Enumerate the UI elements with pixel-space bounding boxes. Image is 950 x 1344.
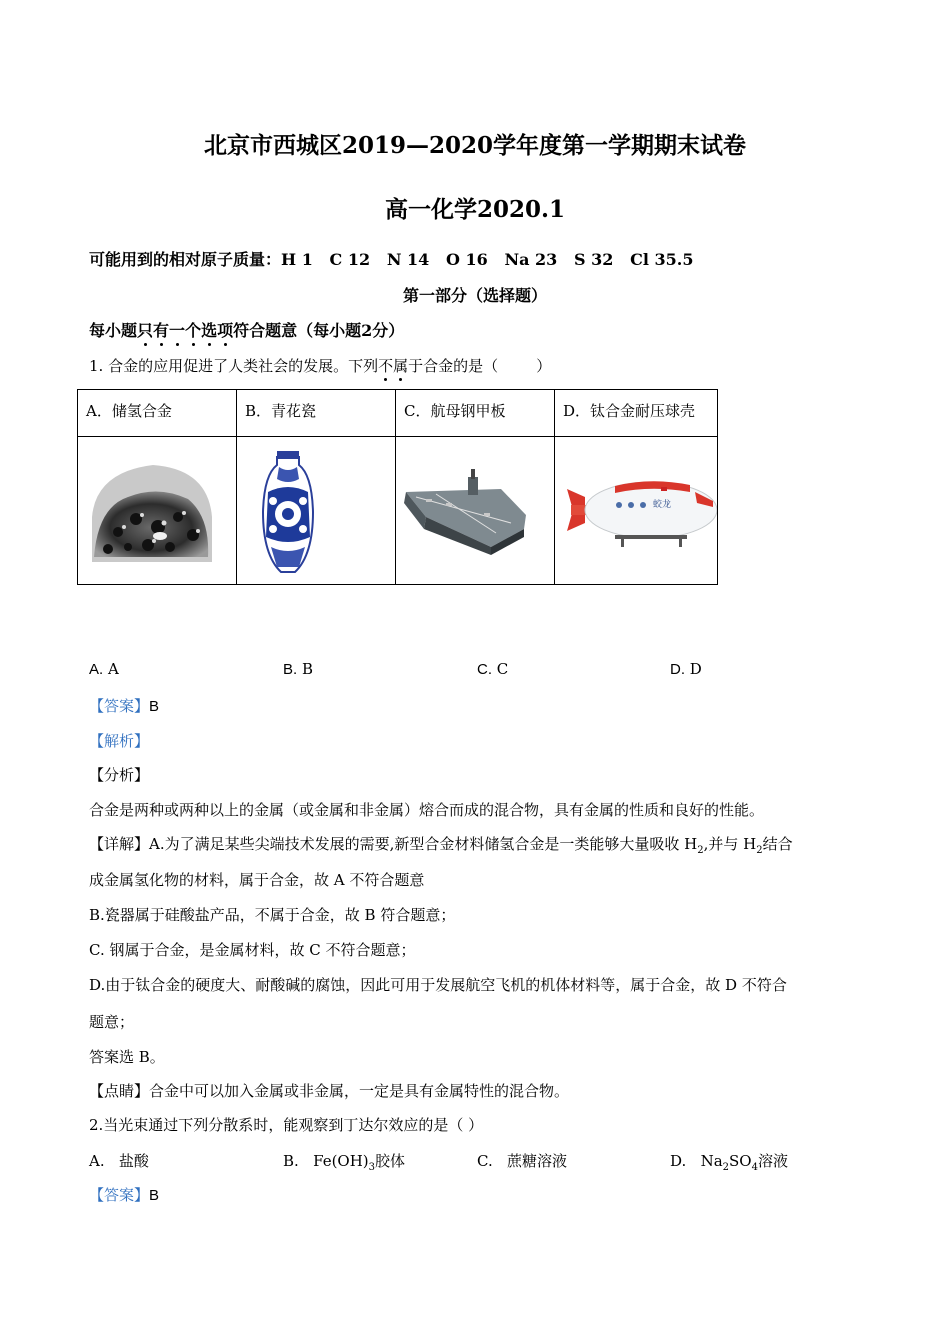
q1-choice-b[interactable]: [283, 660, 313, 678]
choice-letter: B.: [283, 1152, 299, 1170]
choice-letter: B.: [283, 661, 298, 678]
question-2-stem: 2.当光束通过下列分散系时，能观察到丁达尔效应的是（ ）: [89, 1116, 484, 1134]
detail-label: 【详解】: [89, 835, 150, 853]
table-image-cell: [77, 436, 237, 585]
part-one-instruction: [89, 318, 404, 341]
q1-choice-d[interactable]: [670, 660, 702, 678]
answer-label: 【答案】: [89, 1186, 150, 1204]
emphasis-char: 属: [393, 357, 409, 375]
emphasis-char: 只: [137, 321, 154, 340]
table-image-cell: [395, 436, 555, 585]
table-header-cell: D．钛合金耐压球壳: [554, 389, 718, 437]
table-header-cell: C．航母钢甲板: [395, 389, 555, 437]
submersible-image: [555, 437, 717, 584]
emphasis-char: 选: [201, 321, 218, 340]
q1-choice-c[interactable]: [477, 660, 508, 678]
instruction-prefix: 每小题: [89, 321, 138, 340]
instruction-suffix: 符合题意（每小题2分）: [233, 321, 405, 340]
q1-fenxi-text: 合金是两种或两种以上的金属（或金属和非金属）熔合而成的混合物，具有金属的性质和良好的性能。: [89, 801, 765, 819]
emphasis-char: 一: [169, 321, 186, 340]
q2-choice-b[interactable]: B. $Fe(OH)_3$胶体: [283, 1152, 406, 1173]
q1-conclusion: 答案选 B。: [89, 1048, 165, 1066]
table-header-cell: A．储氢合金: [77, 389, 237, 437]
choice-text: 盐酸: [118, 1152, 149, 1170]
exam-subtitle: 高一化学2020.1: [384, 196, 566, 223]
choice-text: 蔗糖溶液: [507, 1152, 568, 1170]
q1-detail-b: B.瓷器属于硅酸盐产品，不属于合金，故 B 符合题意；: [89, 906, 456, 924]
emphasis-char: 项: [217, 321, 234, 340]
q1-detail-d-line1: D.由于钛合金的硬度大、耐酸碱的腐蚀，因此可用于发展航空飞机的机体材料等，属于合金，故 D 不符合: [89, 976, 787, 994]
hydrogen-storage-alloy-image: [78, 437, 236, 584]
emphasis-char: 个: [185, 321, 202, 340]
tip-text: 合金中可以加入金属或非金属，一定是具有金属特性的混合物。: [149, 1082, 570, 1100]
q1-answer: [89, 695, 159, 716]
choice-text: D: [689, 660, 702, 678]
q1-fenxi-label: 【分析】: [89, 766, 150, 784]
q1-stem-suffix: 于合金的是（ ）: [408, 357, 552, 375]
q1-detail-a-line1: 【详解】A.为了满足某些尖端技术发展的需要,新型合金材料储氢合金是一类能够大量吸收 $H_2$,并与 $H_2$结合: [89, 835, 793, 856]
table-header-cell: B．青花瓷: [236, 389, 396, 437]
q2-choice-c[interactable]: [477, 1150, 567, 1171]
answer-label: 【答案】: [89, 697, 150, 715]
q1-detail-c: C. 钢属于合金，是金属材料，故 C 不符合题意；: [89, 941, 416, 959]
atomic-masses: 可能用到的相对原子质量：H 1 C 12 N 14 O 16 Na 23 S 32 Cl 35.5: [89, 250, 694, 269]
choice-letter: A.: [89, 661, 104, 678]
aircraft-carrier-image: [396, 437, 554, 584]
table-image-cell: [554, 436, 718, 585]
choice-text: B: [301, 660, 313, 678]
table-image-cell: [236, 436, 396, 585]
choice-text: C: [496, 660, 509, 678]
q1-options-table: [77, 389, 718, 585]
q1-detail-d-line2: 题意；: [89, 1013, 135, 1031]
q1-tip: [89, 1080, 569, 1101]
answer-value: B: [149, 698, 160, 715]
emphasis-char: 不: [378, 357, 394, 375]
exam-title: 北京市西城区2019—2020学年度第一学期期末试卷: [203, 132, 747, 159]
choice-letter: C.: [477, 1152, 493, 1170]
tip-label: 【点睛】: [89, 1082, 150, 1100]
part-one-title: 第一部分（选择题）: [402, 286, 547, 305]
q2-answer: [89, 1184, 159, 1205]
choice-text: A: [107, 660, 119, 678]
q1-choice-a[interactable]: [89, 660, 119, 678]
q1-stem-prefix: 1. 合金的应用促进了人类社会的发展。下列: [89, 357, 379, 375]
emphasis-char: 有: [153, 321, 170, 340]
choice-letter: A.: [89, 1152, 105, 1170]
submersible-label: 蛟龙: [653, 500, 672, 510]
q1-detail-a-line2: 成金属氢化物的材料，属于合金，故 A 不符合题意: [89, 871, 425, 889]
q2-choice-a[interactable]: [89, 1150, 149, 1171]
choice-letter: D.: [670, 1152, 687, 1170]
q1-analysis-label: 【解析】: [89, 732, 150, 750]
blue-white-porcelain-image: [237, 437, 395, 584]
q2-choice-d[interactable]: D. $Na_2SO_4$溶液: [670, 1152, 788, 1173]
choice-letter: D.: [670, 661, 685, 678]
answer-value: B: [149, 1187, 160, 1204]
choice-letter: C.: [477, 661, 492, 678]
question-1-stem: [89, 355, 551, 376]
